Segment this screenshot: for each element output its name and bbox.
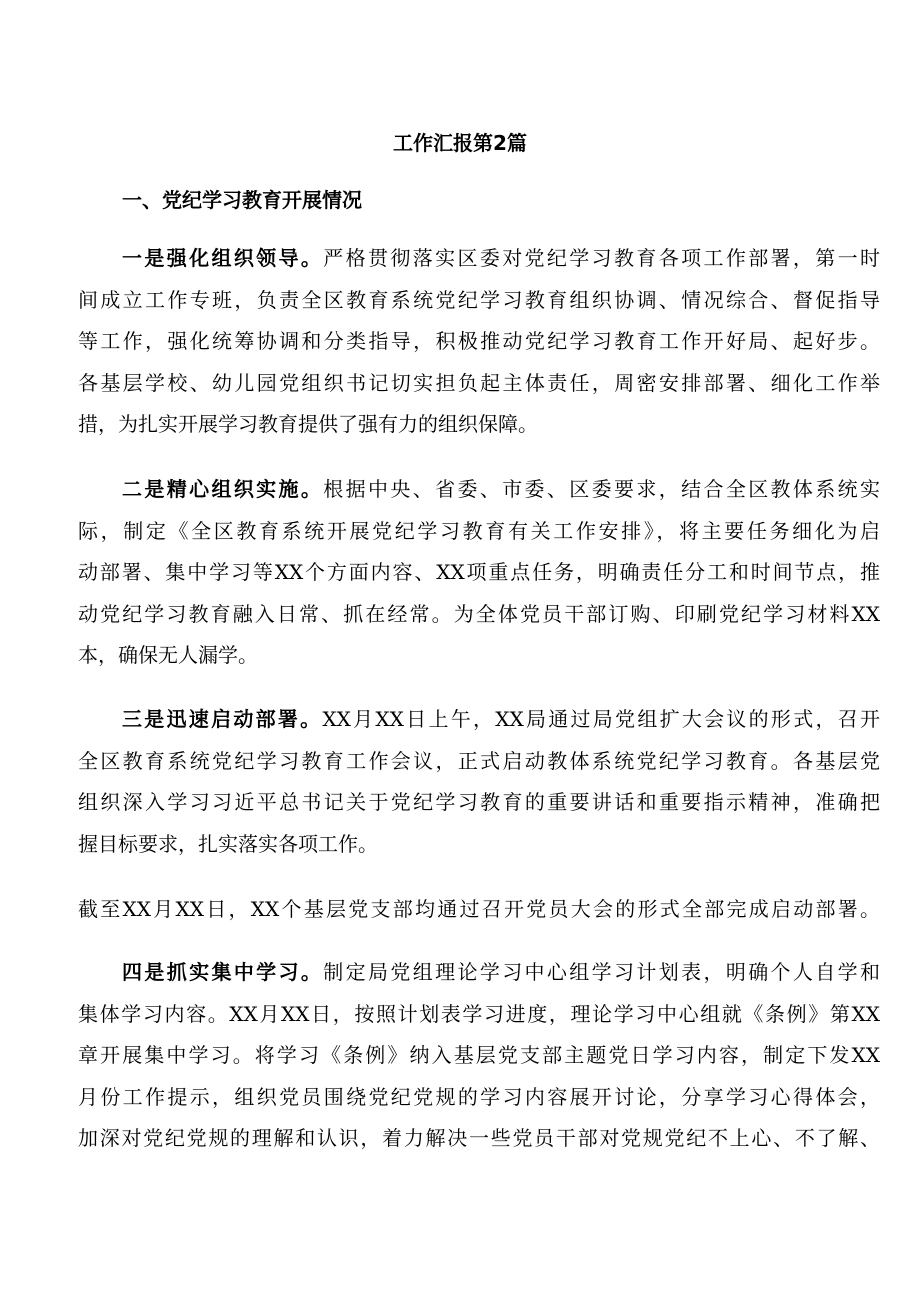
paragraph-text: 根据中央、省委、市委、区委要求，结合全区教体系统实	[323, 477, 880, 501]
paragraph-line	[78, 238, 880, 280]
paragraph-line: 集体学习内容。XX月XX日，按照计划表学习进度，理论学习中心组就《条例》第XX	[78, 1001, 880, 1026]
paragraph-focused-study	[78, 952, 880, 1160]
paragraph-line: 截至XX月XX日，XX个基层党支部均通过召开党员大会的形式全部完成启动部署。	[78, 897, 880, 921]
document-title: 工作汇报第2篇	[393, 131, 527, 155]
paragraph-text: 严格贯彻落实区委对党纪学习教育各项工作部署，第一时	[323, 246, 880, 270]
paragraph-careful-implementation	[78, 469, 880, 677]
paragraph-lead: 一是强化组织领导。	[122, 246, 324, 270]
paragraph-deadline-note	[78, 889, 880, 931]
paragraph-line	[78, 952, 880, 994]
paragraph-line: 握目标要求，扎实落实各项工作。	[78, 831, 378, 856]
paragraph-line: 章开展集中学习。将学习《条例》纳入基层党支部主题党日学习内容，制定下发XX	[78, 1043, 880, 1067]
paragraph-line: 动党纪学习教育融入日常、抓在经常。为全体党员干部订购、印刷党纪学习材料XX	[78, 601, 880, 626]
paragraph-line: 间成立工作专班，负责全区教育系统党纪学习教育组织协调、情况综合、督促指导	[78, 287, 880, 312]
paragraph-line: 月份工作提示，组织党员围绕党纪党规的学习内容展开讨论，分享学习心得体会，	[78, 1084, 880, 1109]
paragraph-line: 等工作，强化统筹协调和分类指导，积极推动党纪学习教育工作开好局、起好步。	[78, 329, 880, 353]
paragraph-line: 本，确保无人漏学。	[78, 643, 258, 667]
paragraph-line: 动部署、集中学习等XX个方面内容、XX项重点任务，明确责任分工和时间节点，推	[78, 560, 880, 584]
paragraph-lead: 四是抓实集中学习。	[122, 960, 324, 984]
paragraph-rapid-launch	[78, 699, 880, 865]
paragraph-organization-leadership	[78, 238, 880, 446]
section-heading: 一、党纪学习教育开展情况	[122, 188, 362, 212]
paragraph-line: 际，制定《全区教育系统开展党纪学习教育有关工作安排》，将主要任务细化为启	[78, 518, 880, 543]
paragraph-line	[78, 699, 880, 741]
paragraph-lead: 二是精心组织实施。	[122, 477, 324, 501]
paragraph-text: XX月XX日上午，XX局通过局党组扩大会议的形式，召开	[322, 707, 880, 731]
paragraph-text: 制定局党组理论学习中心组学习计划表，明确个人自学和	[323, 960, 880, 984]
paragraph-line: 组织深入学习习近平总书记关于党纪学习教育的重要讲话和重要指示精神，准确把	[78, 790, 880, 814]
paragraph-line: 全区教育系统党纪学习教育工作会议，正式启动教体系统党纪学习教育。各基层党	[78, 748, 880, 773]
paragraph-line: 加深对党纪党规的理解和认识，着力解决一些党员干部对党规党纪不上心、不了解、	[78, 1126, 880, 1150]
paragraph-line: 各基层学校、幼儿园党组织书记切实担负起主体责任，周密安排部署、细化工作举	[78, 370, 880, 395]
paragraph-line	[78, 469, 880, 511]
paragraph-line: 措，为扎实开展学习教育提供了强有力的组织保障。	[78, 412, 538, 436]
paragraph-lead: 三是迅速启动部署。	[122, 707, 323, 731]
